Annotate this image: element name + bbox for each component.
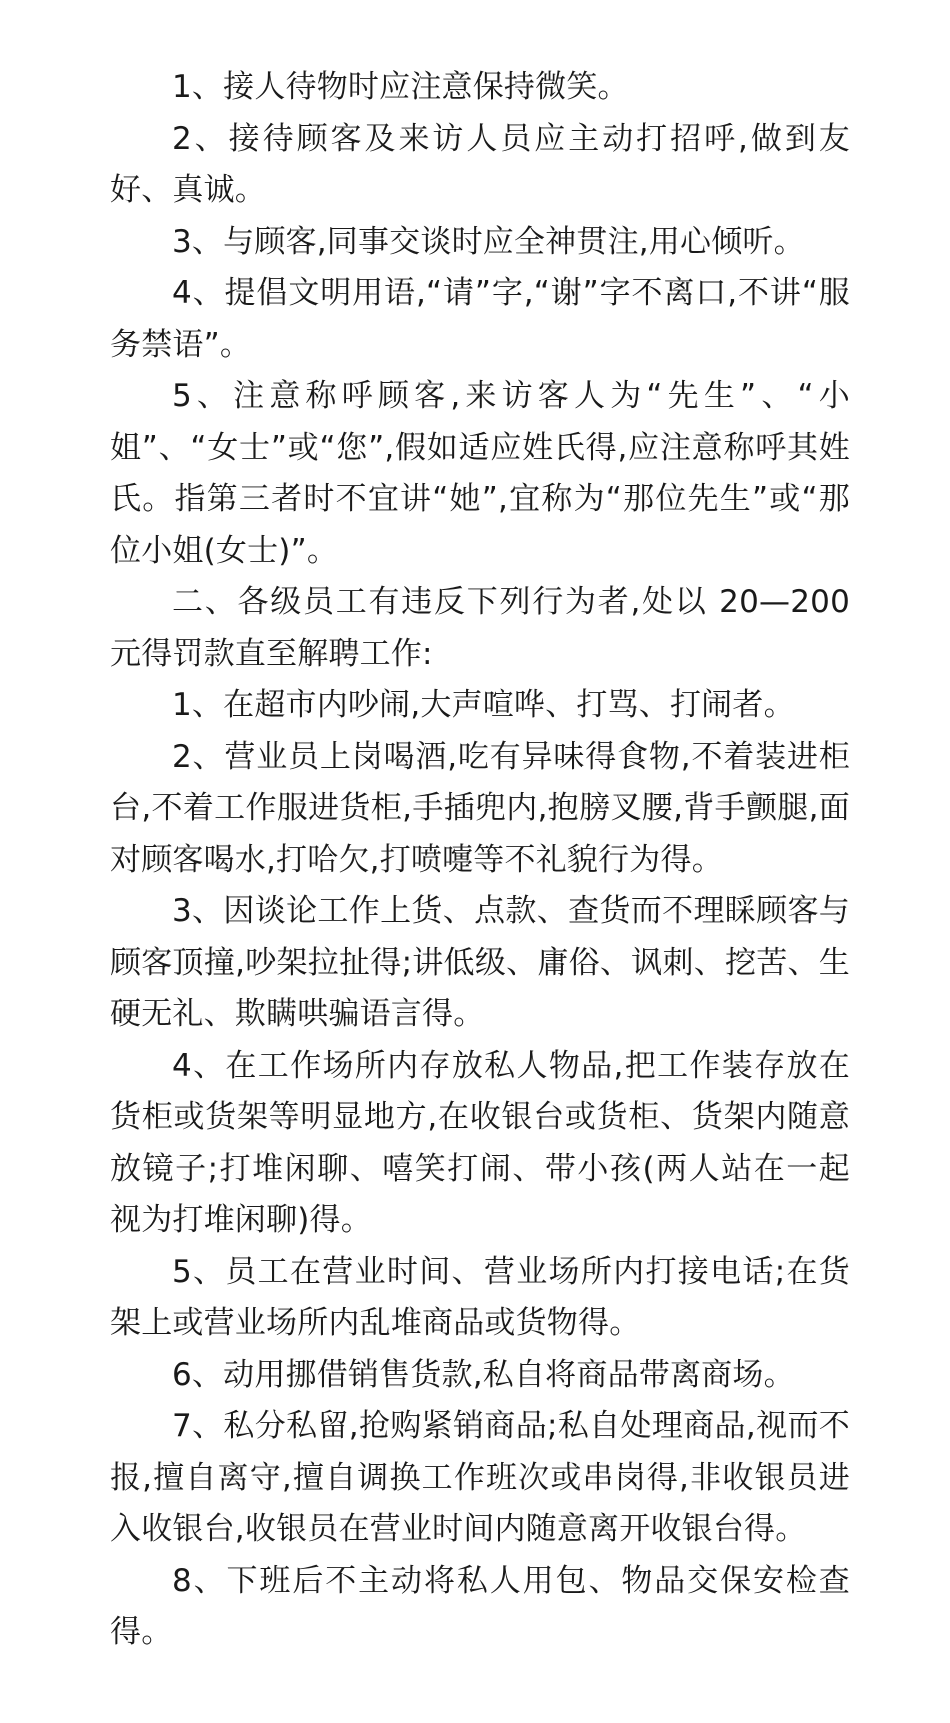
paragraph-penalty-6-embezzlement: 6、动用挪借销售货款,私自将商品带离商场。 xyxy=(172,1356,795,1393)
paragraph-penalty-2-conduct: 2、营业员上岗喝酒,吃有异味得食物,不着装进柜台,不着工作服进货柜,手插兜内,抱膀叉腰,背手颤腿,面对顾客喝水,打哈欠,打喷嚏等不礼貌行为得。 xyxy=(110,738,850,878)
paragraph-penalty-4-personal-items: 4、在工作场所内存放私人物品,把工作装存放在货柜或货架等明显地方,在收银台或货柜、货架内随意放镜子;打堆闲聊、嘻笑打闹、带小孩(两人站在一起视为打堆闲聊)得。 xyxy=(110,1047,850,1238)
paragraph-penalty-1-noise: 1、在超市内吵闹,大声喧哗、打骂、打闹者。 xyxy=(172,687,795,723)
paragraph-penalty-5-phone-calls: 5、员工在营业时间、营业场所内打接电话;在货架上或营业场所内乱堆商品或货物得。 xyxy=(110,1253,850,1341)
paragraph-penalty-3-ignoring-customers: 3、因谈论工作上货、点款、查货而不理睬顾客与顾客顶撞,吵架拉扯得;讲低级、庸俗、讽刺、挖苦、生硬无礼、欺瞒哄骗语言得。 xyxy=(110,893,850,1032)
paragraph-penalty-7-unauthorized-actions: 7、私分私留,抢购紧销商品;私自处理商品,视而不报,擅自离守,擅自调换工作班次或串岗得,非收银员进入收银台,收银员在营业时间内随意离开收银台得。 xyxy=(110,1408,850,1547)
paragraph-penalty-8-security-check: 8、下班后不主动将私人用包、物品交保安检查得。 xyxy=(110,1562,850,1650)
document-body xyxy=(110,62,850,1659)
paragraph-rule-4-polite-language: 4、提倡文明用语,“请”字,“谢”字不离口,不讲“服务禁语”。 xyxy=(110,275,850,363)
paragraph-rule-5-addressing: 5、注意称呼顾客,来访客人为“先生”、“小姐”、“女士”或“您”,假如适应姓氏得,应注意称呼其姓氏。指第三者时不宜讲“她”,宜称为“那位先生”或“那位小姐(女士)”。 xyxy=(110,378,850,569)
paragraph-rule-2-greeting: 2、接待顾客及来访人员应主动打招呼,做到友好、真诚。 xyxy=(110,120,850,208)
section-heading-penalties: 二、各级员工有违反下列行为者,处以 20—200 元得罚款直至解聘工作: xyxy=(110,584,850,672)
paragraph-rule-1-smile: 1、接人待物时应注意保持微笑。 xyxy=(172,69,629,105)
paragraph-rule-3-listening: 3、与顾客,同事交谈时应全神贯注,用心倾听。 xyxy=(172,223,805,260)
